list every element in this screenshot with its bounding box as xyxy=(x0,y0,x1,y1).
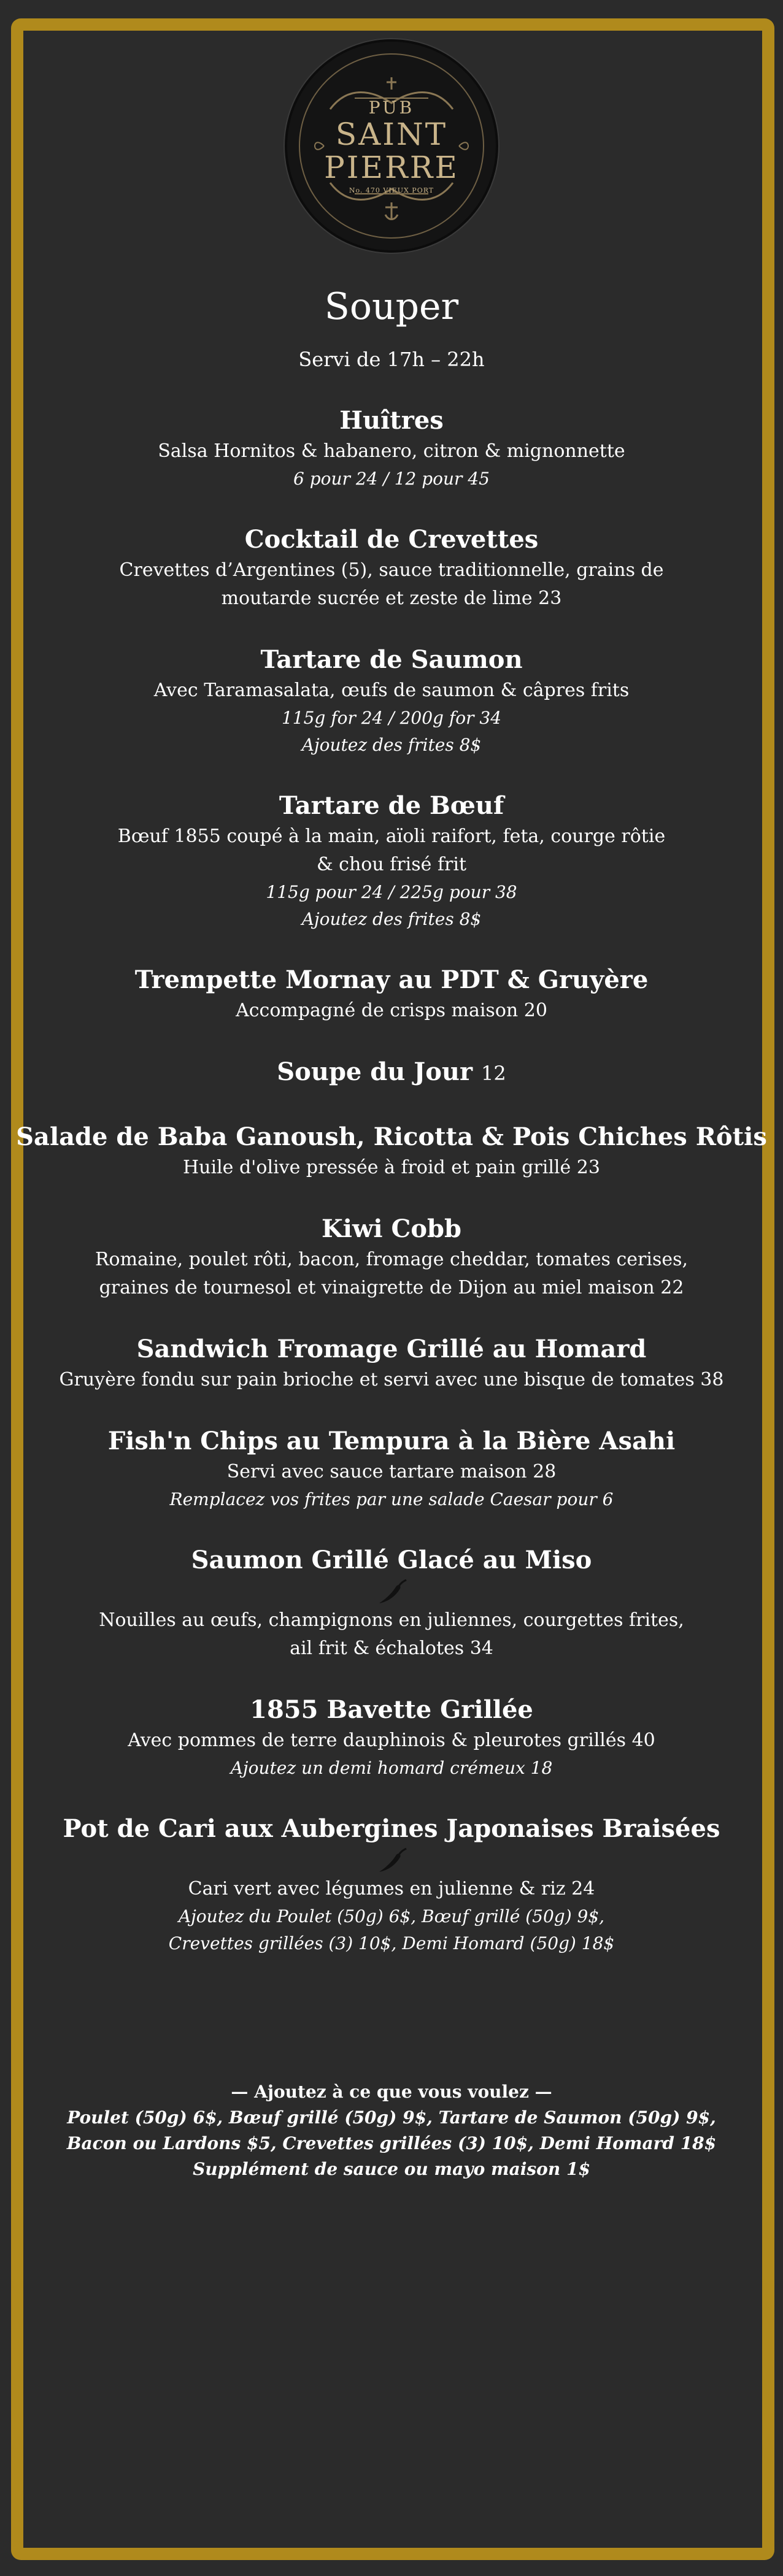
menu-item-name xyxy=(0,790,783,822)
menu-item xyxy=(0,1056,783,1089)
menu-item-name xyxy=(0,1813,783,1845)
menu-item-title: Sandwich Fromage Grillé au Homard xyxy=(136,1335,647,1363)
pub-logo xyxy=(285,39,498,253)
menu-item-note: Crevettes grillées (3) 10$, Demi Homard (50g) 18$ xyxy=(168,1933,615,1953)
menu-item-name xyxy=(0,524,783,556)
menu-item-title: Saumon Grillé Glacé au Miso xyxy=(191,1546,592,1574)
menu-item-description: Accompagné de crisps maison 20 xyxy=(236,1000,547,1021)
menu-item-title: Tartare de Saumon xyxy=(260,645,523,674)
menu-item-title: Kiwi Cobb xyxy=(322,1214,461,1243)
chili-pepper-icon xyxy=(374,1579,409,1606)
menu-item-description: Romaine, poulet rôti, bacon, fromage cheddar, tomates cerises, xyxy=(94,1249,688,1270)
menu-item-description: Huile d'olive pressée à froid et pain grillé 23 xyxy=(183,1157,600,1178)
menu-item xyxy=(0,1213,783,1301)
menu-item xyxy=(0,1121,783,1181)
menu-item-note: Ajoutez des frites 8$ xyxy=(301,735,482,755)
menu-item-title: Tartare de Bœuf xyxy=(279,791,504,820)
menu-item-name xyxy=(0,1333,783,1365)
menu-item-title: Soupe du Jour xyxy=(277,1057,473,1086)
menu-item-note: 115g pour 24 / 225g pour 38 xyxy=(266,882,517,902)
menu-item-note: Remplacez vos frites par une salade Caesar pour 6 xyxy=(169,1489,614,1509)
extras-section xyxy=(0,2079,783,2182)
menu-item xyxy=(0,790,783,932)
menu-item xyxy=(0,964,783,1024)
logo-pub-text: PUB xyxy=(368,98,415,118)
menu-item-description: moutarde sucrée et zeste de lime 23 xyxy=(221,588,562,609)
menu-item-description: Gruyère fondu sur pain brioche et servi avec une bisque de tomates 38 xyxy=(59,1369,724,1390)
menu-item-title: Huîtres xyxy=(339,406,444,435)
chili-pepper-icon xyxy=(374,1847,409,1874)
menu-item-description: graines de tournesol et vinaigrette de Dijon au miel maison 22 xyxy=(99,1277,684,1298)
menu-item-name xyxy=(0,964,783,996)
menu-item-description: Nouilles au œufs, champignons en juliennes, courgettes frites, xyxy=(99,1609,684,1631)
menu-item-title: Fish'n Chips au Tempura à la Bière Asahi xyxy=(107,1427,676,1455)
menu-item-title: 1855 Bavette Grillée xyxy=(250,1695,533,1724)
menu-item xyxy=(0,1694,783,1781)
menu-item-name xyxy=(0,644,783,676)
menu-item-name xyxy=(0,1213,783,1245)
menu-item-description: ail frit & échalotes 34 xyxy=(290,1638,493,1659)
menu-item-name xyxy=(0,1544,783,1576)
menu-item-price: 12 xyxy=(480,1062,506,1085)
menu-item-title: Trempette Mornay au PDT & Gruyère xyxy=(134,965,649,994)
menu-item-title: Cocktail de Crevettes xyxy=(244,525,539,554)
menu-item-name xyxy=(0,1425,783,1457)
menu-item-note: Ajoutez un demi homard crémeux 18 xyxy=(230,1758,553,1778)
logo-saint-text: SAINT xyxy=(335,117,448,152)
menu-item xyxy=(0,524,783,612)
menu-item xyxy=(0,1544,783,1662)
logo-pierre-text: PIERRE xyxy=(324,150,459,185)
extras-line: Supplément de sauce ou mayo maison 1$ xyxy=(193,2159,590,2179)
menu-item-title: Pot de Cari aux Aubergines Japonaises Braisées xyxy=(63,1814,720,1843)
menu-item-name xyxy=(0,1121,783,1153)
menu-item-description: Salsa Hornitos & habanero, citron & mignonnette xyxy=(158,440,625,462)
menu-item xyxy=(0,1425,783,1512)
menu-item-description: Avec Taramasalata, œufs de saumon & câpres frits xyxy=(153,680,630,701)
extras-title: — Ajoutez à ce que vous voulez — xyxy=(231,2082,552,2102)
menu-item-note: 115g for 24 / 200g for 34 xyxy=(281,708,502,728)
menu-content xyxy=(0,282,783,2182)
logo-container xyxy=(0,39,783,253)
menu-item xyxy=(0,1813,783,1957)
menu-item-name xyxy=(0,405,783,437)
menu-item xyxy=(0,405,783,492)
menu-item-note: Ajoutez du Poulet (50g) 6$, Bœuf grillé (50g) 9$, xyxy=(178,1906,605,1926)
menu-item-description: & chou frisé frit xyxy=(316,854,467,875)
page-title: Souper xyxy=(324,285,459,328)
menu-item-description: Avec pommes de terre dauphinois & pleurotes grillés 40 xyxy=(128,1730,655,1751)
menu-item-name xyxy=(0,1694,783,1726)
menu-item-description: Bœuf 1855 coupé à la main, aïoli raifort, feta, courge rôtie xyxy=(117,826,666,847)
menu-item-description: Cari vert avec légumes en julienne & riz 24 xyxy=(188,1878,595,1899)
menu-items xyxy=(0,405,783,1957)
menu-item-note: Ajoutez des frites 8$ xyxy=(301,909,482,929)
menu-item-title: Salade de Baba Ganoush, Ricotta & Pois Chiches Rôtis xyxy=(16,1122,767,1151)
service-hours: Servi de 17h – 22h xyxy=(298,348,485,371)
menu-item-note: 6 pour 24 / 12 pour 45 xyxy=(293,469,490,489)
extras-line: Poulet (50g) 6$, Bœuf grillé (50g) 9$, Tartare de Saumon (50g) 9$, xyxy=(67,2107,716,2128)
menu-item-name xyxy=(0,1056,783,1089)
menu-item-description: Servi avec sauce tartare maison 28 xyxy=(226,1461,557,1482)
menu-item xyxy=(0,644,783,758)
logo-address-text: No. 470 VIEUX PORT xyxy=(349,186,434,194)
extras-line: Bacon ou Lardons $5, Crevettes grillées (3) 10$, Demi Homard 18$ xyxy=(66,2133,717,2153)
menu-item xyxy=(0,1333,783,1393)
menu-item-description: Crevettes d’Argentines (5), sauce traditionnelle, grains de xyxy=(119,559,664,581)
